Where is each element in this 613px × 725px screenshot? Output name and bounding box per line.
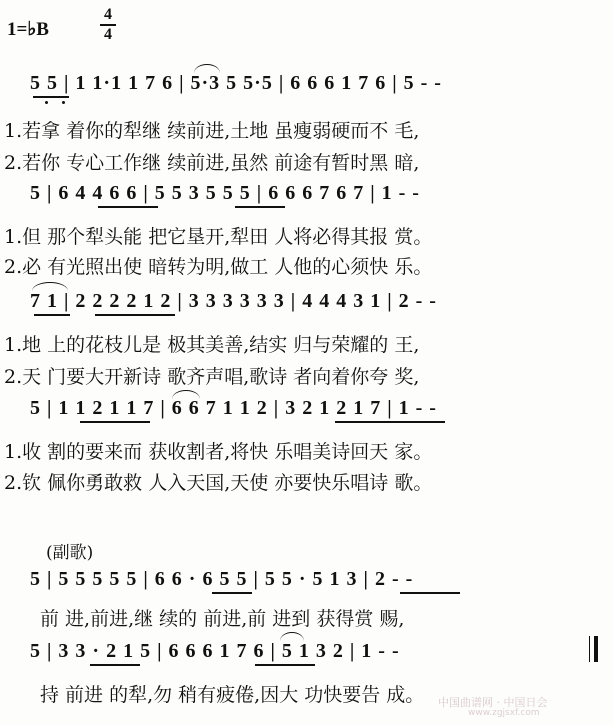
final-barline-thin bbox=[589, 636, 590, 662]
verse2-line-1: 2.若你 专心工作继 续前进,虽然 前途有暂时黑 暗, bbox=[4, 152, 420, 174]
notes-line-1: 5 5 | 1 1·1 1 7 6 | 5·3 5 5·5 | 6 6 6 1 7 6 | 5 - - bbox=[30, 72, 442, 94]
time-signature bbox=[98, 6, 118, 44]
chorus-notes-line-1: 5 | 5 5 5 5 5 | 6 6 · 6 5 5 | 5 5 · 5 1 3 | 2 - - bbox=[30, 568, 414, 590]
time-signature-top: 4 bbox=[104, 6, 112, 23]
notes-line-2: 5 | 6 4 4 6 6 | 5 5 3 5 5 5 | 6 6 6 7 6 7 | 1 - - bbox=[30, 182, 420, 204]
low-octave-dot bbox=[62, 101, 65, 104]
beam bbox=[255, 664, 315, 666]
beam bbox=[34, 314, 70, 316]
verse2-line-4: 2.钦 佩你勇敢救 人入天国,天使 亦要快乐唱诗 歌。 bbox=[4, 472, 433, 494]
slur bbox=[172, 390, 200, 399]
watermark-url: www.zgjsxf.com bbox=[468, 708, 540, 718]
beam bbox=[212, 592, 252, 594]
beam bbox=[400, 592, 460, 594]
beam bbox=[80, 421, 150, 423]
verse2-line-2: 2.必 有光照出使 暗转为明,做工 人他的心须快 乐。 bbox=[4, 256, 433, 278]
chorus-lyrics-line-1: 前 进,前进,继 续的 前进,前 进到 获得赏 赐, bbox=[40, 608, 405, 630]
verse1-line-2: 1.但 那个犁头能 把它垦开,犁田 人将必得其报 赏。 bbox=[4, 226, 433, 248]
beam bbox=[90, 664, 140, 666]
slur bbox=[194, 64, 220, 73]
beam bbox=[33, 96, 69, 98]
beam bbox=[335, 421, 445, 423]
time-signature-bottom: 4 bbox=[104, 26, 112, 43]
verse1-line-1: 1.若拿 着你的犁继 续前进,土地 虽瘦弱硬而不 毛, bbox=[4, 120, 420, 142]
verse2-line-3: 2.天 门要大开新诗 歌齐声唱,歌诗 者向着你夸 奖, bbox=[4, 366, 420, 388]
beam bbox=[98, 206, 158, 208]
chorus-notes-line-2: 5 | 3 3 · 2 1 5 | 6 6 6 1 7 6 | 5 1 3 2 | 1 - - bbox=[30, 640, 400, 662]
chorus-title: (副歌) bbox=[46, 543, 94, 563]
beam bbox=[95, 314, 175, 316]
notes-line-3: 7 1 | 2 2 2 2 1 2 | 3 3 3 3 3 3 | 4 4 4 3 1 | 2 - - bbox=[30, 290, 437, 312]
watermark-text: 中国曲谱网 · 中国日会 bbox=[438, 696, 548, 709]
key-signature: 1=♭B bbox=[7, 19, 49, 40]
chorus-lyrics-line-2: 持 前进 的犁,勿 稍有疲倦,因大 功快要告 成。 bbox=[40, 684, 425, 706]
verse1-line-3: 1.地 上的花枝儿是 极其美善,结实 归与荣耀的 王, bbox=[4, 334, 420, 356]
slur bbox=[280, 632, 304, 641]
final-barline-thick bbox=[594, 636, 598, 662]
notes-line-4: 5 | 1 1 2 1 1 7 | 6 6 7 1 1 2 | 3 2 1 2 1 7 | 1 - - bbox=[30, 397, 437, 419]
beam bbox=[235, 206, 285, 208]
low-octave-dot bbox=[45, 101, 48, 104]
verse1-line-4: 1.收 割的要来而 获收割者,将快 乐唱美诗回天 家。 bbox=[4, 441, 433, 463]
